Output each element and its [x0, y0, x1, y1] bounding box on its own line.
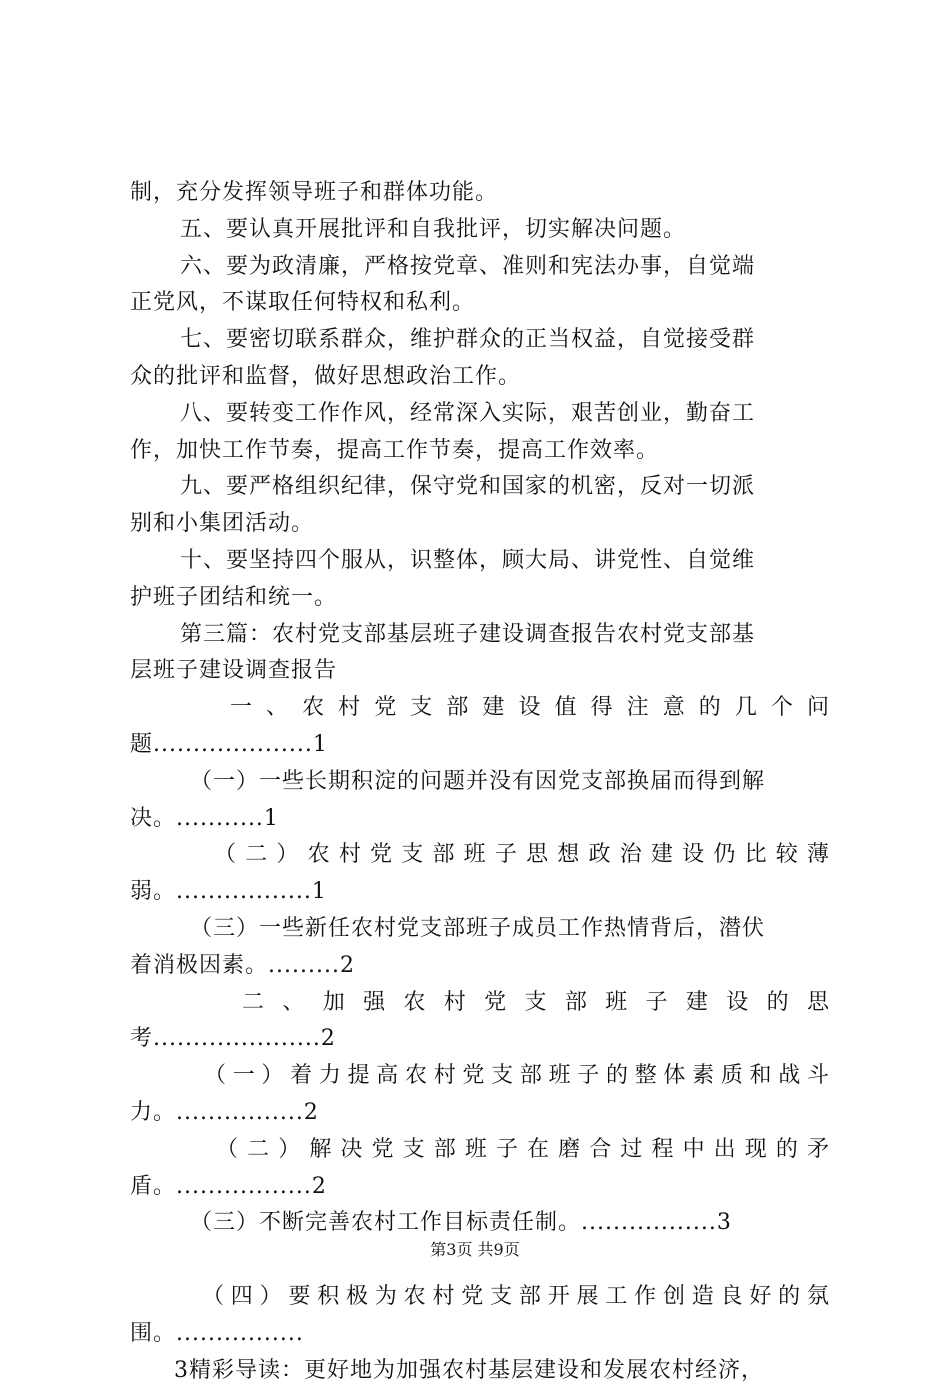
text-line: 一、农村党支部建设值得注意的几个问 — [230, 695, 830, 720]
text-line: （四）要积极为农村党支部开展工作创造良好的氛 — [202, 1284, 830, 1309]
text-line: 力。................2 — [130, 1100, 319, 1125]
text-line: 六、要为政清廉，严格按党章、准则和宪法办事，自觉端 — [180, 254, 756, 279]
text-line: （三）不断完善农村工作目标责任制。.................3 — [190, 1210, 732, 1235]
text-line: 七、要密切联系群众，维护群众的正当权益，自觉接受群 — [180, 327, 756, 352]
text-line: 十、要坚持四个服从，识整体，顾大局、讲党性、自觉维 — [180, 548, 756, 573]
text-line: （一）着力提高农村党支部班子的整体素质和战斗 — [204, 1063, 830, 1088]
text-line: 着消极因素。.........2 — [130, 953, 355, 978]
page-footer: 第3页 共9页 — [430, 1240, 520, 1259]
text-line: 考.....................2 — [130, 1026, 336, 1051]
text-line: 护班子团结和统一。 — [130, 585, 338, 610]
text-line: 第三篇：农村党支部基层班子建设调查报告农村党支部基 — [180, 622, 756, 647]
text-line: 八、要转变工作作风，经常深入实际，艰苦创业，勤奋工 — [180, 401, 756, 426]
text-line: 正党风，不谋取任何特权和私利。 — [130, 290, 476, 315]
text-line: （三）一些新任农村党支部班子成员工作热情背后，潜伏 — [190, 916, 766, 941]
text-line: 五、要认真开展批评和自我批评，切实解决问题。 — [180, 217, 687, 242]
text-line: 层班子建设调查报告 — [130, 658, 338, 683]
text-line: 3精彩导读：更好地为加强农村基层建设和发展农村经济， — [174, 1358, 764, 1383]
text-line: 制，充分发挥领导班子和群体功能。 — [130, 180, 499, 205]
text-line: 题....................1 — [130, 732, 328, 757]
text-line: 别和小集团活动。 — [130, 511, 315, 536]
text-line: （二）农村党支部班子思想政治建设仍比较薄 — [214, 842, 830, 867]
text-line: 九、要严格组织纪律，保守党和国家的机密，反对一切派 — [180, 474, 756, 499]
text-line: 决。...........1 — [130, 806, 279, 831]
text-line: 众的批评和监督，做好思想政治工作。 — [130, 364, 522, 389]
text-line: （一）一些长期积淀的问题并没有因党支部换届而得到解 — [190, 769, 766, 794]
text-line: 二、加强农村党支部班子建设的思 — [242, 990, 830, 1015]
text-line: 围。................ — [130, 1321, 304, 1346]
text-line: 弱。.................1 — [130, 879, 327, 904]
text-line: （二）解决党支部班子在磨合过程中出现的矛 — [216, 1137, 830, 1162]
text-line: 盾。.................2 — [130, 1174, 327, 1199]
text-line: 作，加快工作节奏，提高工作节奏，提高工作效率。 — [130, 438, 660, 463]
